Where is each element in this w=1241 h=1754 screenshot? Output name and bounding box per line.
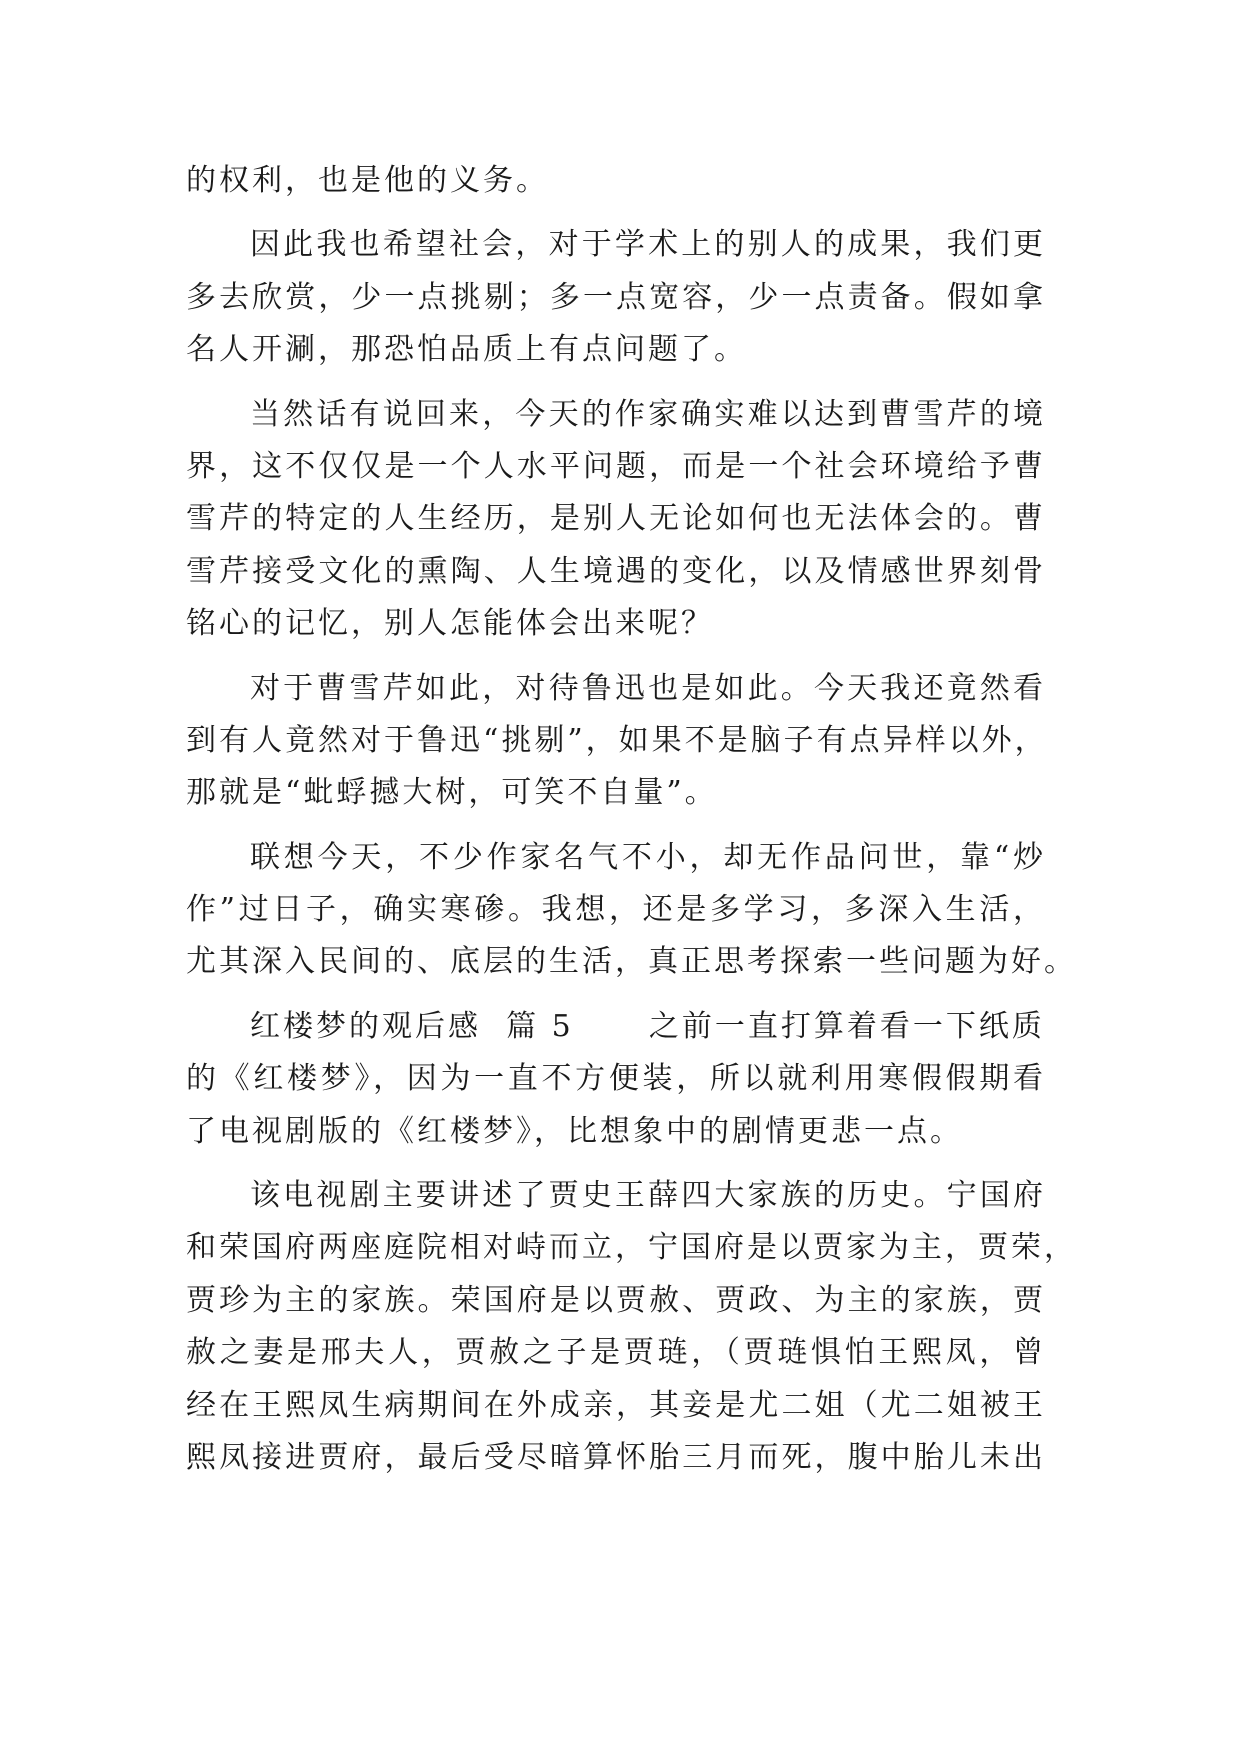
text-line: 铭心的记忆，别人怎能体会出来呢？ xyxy=(186,606,714,642)
text-line: 尤其深入民间的、底层的生活，真正思考探索一些问题为好。 xyxy=(186,944,1077,980)
text-line: 雪芹的特定的人生经历，是别人无论如何也无法体会的。曹 xyxy=(186,501,1046,537)
text-line: 和荣国府两座庭院相对峙而立，宁国府是以贾家为主，贾荣， xyxy=(186,1230,1077,1266)
text-line: 对于曹雪芹如此，对待鲁迅也是如此。今天我还竟然看 xyxy=(250,670,1046,706)
text-line: 贾珍为主的家族。荣国府是以贾赦、贾政、为主的家族，贾 xyxy=(186,1282,1046,1318)
paragraph-writers-today xyxy=(186,832,1077,989)
essay-body xyxy=(186,155,1077,1484)
section-heading-line: 红楼梦的观后感 篇 5 之前一直打算着看一下纸质 xyxy=(250,1008,1045,1044)
paragraph-continuation xyxy=(186,155,1046,207)
text-line: 熙凤接进贾府，最后受尽暗算怀胎三月而死，腹中胎儿未出 xyxy=(186,1439,1046,1475)
text-line: 联想今天，不少作家名气不小，却无作品问世，靠“炒 xyxy=(250,839,1046,875)
text-line: 了电视剧版的《红楼梦》，比想象中的剧情更悲一点。 xyxy=(186,1113,963,1149)
text-line: 因此我也希望社会，对于学术上的别人的成果，我们更 xyxy=(250,227,1046,263)
text-line: 到有人竟然对于鲁迅“挑剔”，如果不是脑子有点异样以外， xyxy=(186,722,1048,758)
text-line: 赦之妻是邢夫人，贾赦之子是贾琏，（贾琏惧怕王熙凤，曾 xyxy=(186,1335,1046,1371)
text-line: 界，这不仅仅是一个人水平问题，而是一个社会环境给予曹 xyxy=(186,448,1046,484)
text-line: 作”过日子，确实寒碜。我想，还是多学习，多深入生活， xyxy=(186,892,1046,928)
paragraph-lu-xun xyxy=(186,663,1046,820)
text-line: 经在王熙凤生病期间在外成亲，其妾是尤二姐（尤二姐被王 xyxy=(186,1387,1046,1423)
text-line: 雪芹接受文化的熏陶、人生境遇的变化，以及情感世界刻骨 xyxy=(186,553,1046,589)
text-line: 当然话有说回来，今天的作家确实难以达到曹雪芹的境 xyxy=(250,396,1046,432)
text-line: 多去欣赏，少一点挑剔；多一点宽容，少一点责备。假如拿 xyxy=(186,279,1046,315)
text-line: 该电视剧主要讲述了贾史王薛四大家族的历史。宁国府 xyxy=(250,1178,1046,1214)
text-line: 的权利，也是他的义务。 xyxy=(186,163,549,198)
text-line: 那就是“蚍蜉撼大树，可笑不自量”。 xyxy=(186,775,718,811)
text-line: 名人开涮，那恐怕品质上有点问题了。 xyxy=(186,332,747,368)
paragraph-appreciation xyxy=(186,219,1046,376)
text-line: 的《红楼梦》，因为一直不方便装，所以就利用寒假假期看 xyxy=(186,1061,1046,1097)
paragraph-cao-xueqin xyxy=(186,389,1046,651)
paragraph-article-5-intro xyxy=(186,1001,1046,1158)
paragraph-tv-series-summary xyxy=(186,1170,1077,1484)
